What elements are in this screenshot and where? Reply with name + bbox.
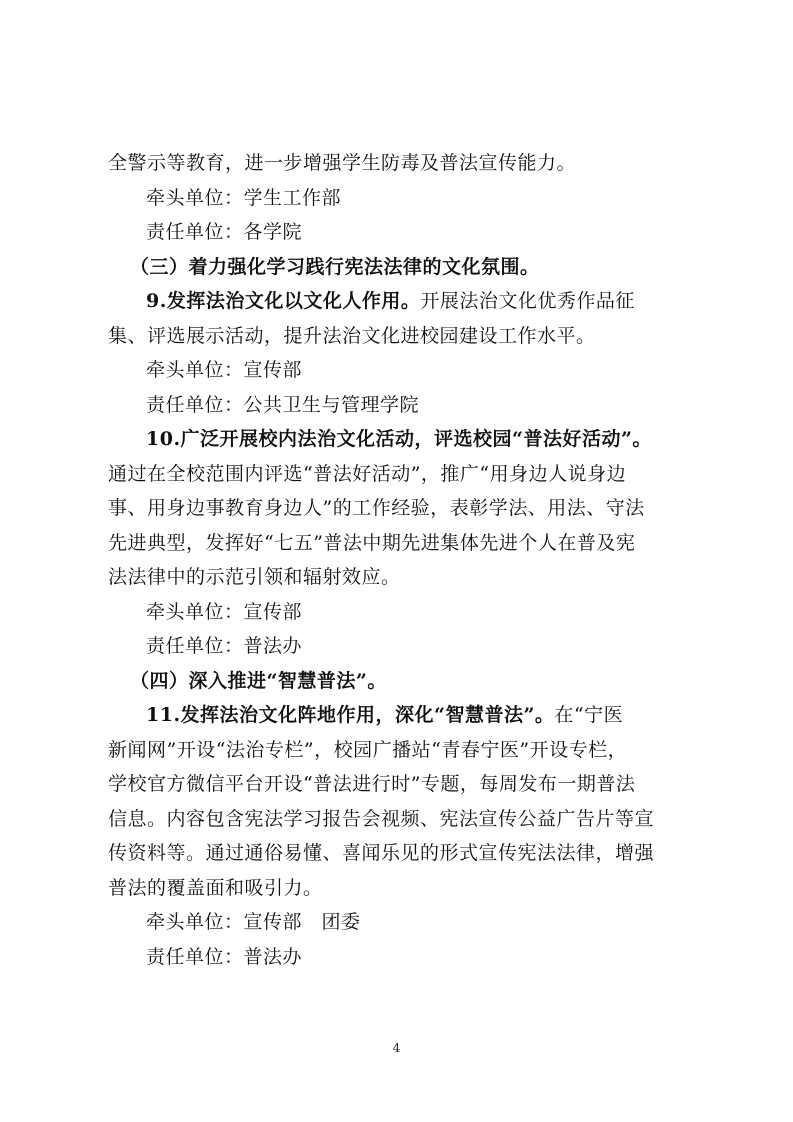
item-11-line-2: 新闻网”开设“法治专栏”，校园广播站“青春宁医”开设专栏， <box>108 738 628 761</box>
item-11-line-4: 信息。内容包含宪法学习报告会视频、宪法宣传公益广告片等宣 <box>108 807 655 830</box>
item-10-title-line <box>108 422 688 457</box>
responsible-unit-line: 责任单位：普法办 <box>146 945 303 968</box>
item-10-title: 10.广泛开展校内法治文化活动，评选校园“普法好活动”。 <box>146 428 652 450</box>
responsible-unit-line: 责任单位：各学院 <box>146 221 303 243</box>
item-10-line-2: 通过在全校范围内评选“普法好活动”，推广“用身边人说身边 <box>108 462 627 485</box>
document-page <box>108 146 688 974</box>
page-number: 4 <box>392 1041 401 1055</box>
item-10-line-3: 事、用身边事教育身边人”的工作经验，表彰学法、用法、守法 <box>108 497 645 519</box>
item-9-title: 9.发挥法治文化以文化人作用。 <box>146 290 421 312</box>
lead-unit-line: 牵头单位：宣传部 <box>146 359 303 381</box>
item-10-line-4: 先进典型，发挥好“七五”普法中期先进集体先进个人在普及宪 <box>108 531 636 554</box>
item-9-line-1: 9.发挥法治文化以文化人作用。开展法治文化优秀作品征 <box>146 290 635 312</box>
lead-unit-line: 牵头单位：学生工作部 <box>146 186 342 209</box>
paragraph-line: 全警示等教育，进一步增强学生防毒及普法宣传能力。 <box>108 152 577 174</box>
item-11-line-3: 学校官方微信平台开设“普法进行时”专题，每周发布一期普法 <box>108 773 636 795</box>
item-11-line-6: 普法的覆盖面和吸引力。 <box>108 876 323 899</box>
responsible-unit-line: 责任单位：普法办 <box>146 635 303 657</box>
item-10-line-5: 法法律中的示范引领和辐射效应。 <box>108 566 401 588</box>
lead-unit-line: 牵头单位：宣传部 团委 <box>146 911 361 933</box>
item-11-line-1: 11.发挥法治文化阵地作用，深化“智慧普法”。在“宁医 <box>146 704 624 726</box>
item-9-line-2: 集、评选展示活动，提升法治文化进校园建设工作水平。 <box>108 324 596 347</box>
responsible-unit-line: 责任单位：公共卫生与管理学院 <box>146 393 420 416</box>
section-heading-4: （四）深入推进“智慧普法”。 <box>130 669 387 692</box>
item-11-title: 11.发挥法治文化阵地作用，深化“智慧普法”。 <box>146 704 555 726</box>
lead-unit-line: 牵头单位：宣传部 <box>146 600 303 623</box>
item-11-line-5: 传资料等。通过通俗易懂、喜闻乐见的形式宣传宪法法律，增强 <box>108 842 655 864</box>
section-heading-3: （三）着力强化学习践行宪法法律的文化氛围。 <box>130 255 540 278</box>
